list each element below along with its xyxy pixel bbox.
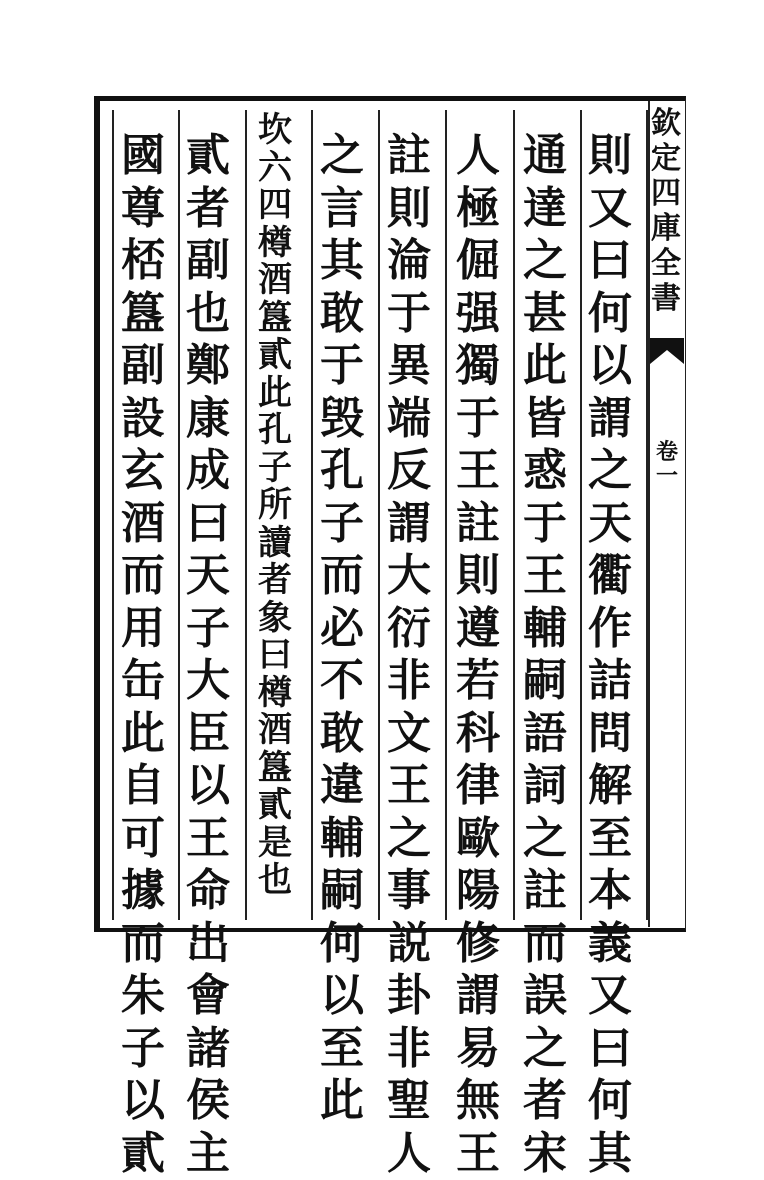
text-char: 而 xyxy=(517,918,573,971)
text-char: 詞 xyxy=(517,760,573,813)
text-char: 何 xyxy=(582,1075,638,1128)
text-char: 此 xyxy=(115,708,171,761)
text-char: 人 xyxy=(381,1128,437,1180)
text-char: 聖 xyxy=(381,1075,437,1128)
text-char: 王 xyxy=(450,445,506,498)
text-char: 玄 xyxy=(115,445,171,498)
text-char: 惑 xyxy=(517,445,573,498)
text-char: 宋 xyxy=(517,1128,573,1180)
text-char: 至 xyxy=(582,813,638,866)
text-char: 人 xyxy=(450,130,506,183)
text-char: 也 xyxy=(247,862,303,900)
text-char: 會 xyxy=(180,970,236,1023)
text-char: 于 xyxy=(450,393,506,446)
text-char: 命 xyxy=(180,865,236,918)
text-char: 極 xyxy=(450,183,506,236)
text-char: 王 xyxy=(180,813,236,866)
text-char: 嗣 xyxy=(314,865,370,918)
text-char: 語 xyxy=(517,708,573,761)
text-char: 若 xyxy=(450,655,506,708)
text-char: 端 xyxy=(381,393,437,446)
text-char: 又 xyxy=(582,970,638,1023)
column-rule xyxy=(311,110,313,920)
fishtail-mark-icon xyxy=(650,338,684,364)
text-char: 輔 xyxy=(314,813,370,866)
text-char: 酒 xyxy=(247,262,303,300)
text-char: 子 xyxy=(115,1023,171,1076)
text-char: 解 xyxy=(582,760,638,813)
text-char: 無 xyxy=(450,1075,506,1128)
text-char: 出 xyxy=(180,918,236,971)
text-char: 淪 xyxy=(381,235,437,288)
text-char: 獨 xyxy=(450,340,506,393)
text-char: 之 xyxy=(582,445,638,498)
text-char: 輔 xyxy=(517,603,573,656)
margin-title-char: 四 xyxy=(651,176,681,211)
text-char: 何 xyxy=(314,918,370,971)
text-char: 貳 xyxy=(247,337,303,375)
text-char: 通 xyxy=(517,130,573,183)
text-char: 其 xyxy=(314,235,370,288)
text-char: 成 xyxy=(180,445,236,498)
text-char: 此 xyxy=(517,340,573,393)
text-char: 大 xyxy=(381,550,437,603)
margin-title-char: 定 xyxy=(651,141,681,176)
text-column xyxy=(517,130,573,1180)
text-char: 律 xyxy=(450,760,506,813)
text-char: 義 xyxy=(582,918,638,971)
text-char: 曰 xyxy=(180,498,236,551)
text-char: 以 xyxy=(314,970,370,1023)
text-char: 詰 xyxy=(582,655,638,708)
text-char: 于 xyxy=(517,498,573,551)
text-char: 敢 xyxy=(314,288,370,341)
column-rule xyxy=(378,110,380,920)
text-char: 天 xyxy=(180,550,236,603)
text-char: 樽 xyxy=(247,225,303,263)
margin-title-char: 庫 xyxy=(651,211,681,246)
text-char: 問 xyxy=(582,708,638,761)
text-char: 子 xyxy=(247,450,303,488)
column-rule xyxy=(445,110,447,920)
volume-mark-char: 一 xyxy=(656,464,678,488)
text-char: 毁 xyxy=(314,393,370,446)
text-char: 象 xyxy=(247,600,303,638)
text-char: 曰 xyxy=(582,1023,638,1076)
text-char: 酒 xyxy=(115,498,171,551)
text-char: 而 xyxy=(314,550,370,603)
text-column xyxy=(180,130,236,1180)
text-char: 坎 xyxy=(247,112,303,150)
text-char: 王 xyxy=(450,1128,506,1180)
text-char: 王 xyxy=(381,760,437,813)
text-char: 又 xyxy=(582,183,638,236)
text-char: 缶 xyxy=(115,655,171,708)
text-char: 王 xyxy=(517,550,573,603)
text-char: 子 xyxy=(314,498,370,551)
text-char: 自 xyxy=(115,760,171,813)
text-char: 本 xyxy=(582,865,638,918)
text-char: 倔 xyxy=(450,235,506,288)
text-char: 卦 xyxy=(381,970,437,1023)
text-char: 所 xyxy=(247,487,303,525)
text-char: 以 xyxy=(180,760,236,813)
text-char: 陽 xyxy=(450,865,506,918)
text-char: 必 xyxy=(314,603,370,656)
text-char: 樽 xyxy=(247,675,303,713)
text-char: 四 xyxy=(247,187,303,225)
text-char: 謂 xyxy=(381,498,437,551)
text-char: 遵 xyxy=(450,603,506,656)
volume-mark xyxy=(652,440,682,488)
text-char: 非 xyxy=(381,1023,437,1076)
text-char: 謂 xyxy=(582,393,638,446)
text-char: 非 xyxy=(381,655,437,708)
text-char: 易 xyxy=(450,1023,506,1076)
text-char: 衍 xyxy=(381,603,437,656)
text-char: 註 xyxy=(381,130,437,183)
text-char: 曰 xyxy=(582,235,638,288)
text-char: 國 xyxy=(115,130,171,183)
text-char: 副 xyxy=(180,235,236,288)
text-char: 歐 xyxy=(450,813,506,866)
text-char: 據 xyxy=(115,865,171,918)
text-char: 科 xyxy=(450,708,506,761)
text-char: 侯 xyxy=(180,1075,236,1128)
text-char: 子 xyxy=(180,603,236,656)
text-column xyxy=(450,130,506,1180)
text-char: 强 xyxy=(450,288,506,341)
text-char: 註 xyxy=(450,498,506,551)
text-char: 酒 xyxy=(247,712,303,750)
text-char: 大 xyxy=(180,655,236,708)
text-char: 讀 xyxy=(247,525,303,563)
text-char: 桮 xyxy=(115,235,171,288)
text-char: 之 xyxy=(381,813,437,866)
text-char: 達 xyxy=(517,183,573,236)
text-char: 者 xyxy=(247,562,303,600)
text-char: 用 xyxy=(115,603,171,656)
text-char: 皆 xyxy=(517,393,573,446)
text-char: 是 xyxy=(247,825,303,863)
text-char: 則 xyxy=(381,183,437,236)
volume-mark-char: 卷 xyxy=(656,440,678,464)
margin-title-char: 全 xyxy=(651,246,681,281)
text-char: 之 xyxy=(517,813,573,866)
text-char: 衢 xyxy=(582,550,638,603)
text-char: 康 xyxy=(180,393,236,446)
text-char: 簋 xyxy=(115,288,171,341)
text-char: 臣 xyxy=(180,708,236,761)
text-char: 此 xyxy=(314,1075,370,1128)
text-char: 謂 xyxy=(450,970,506,1023)
text-char: 則 xyxy=(582,130,638,183)
text-char: 文 xyxy=(381,708,437,761)
text-char: 嗣 xyxy=(517,655,573,708)
text-char: 貳 xyxy=(115,1128,171,1180)
column-rule xyxy=(646,110,648,920)
text-char: 此 xyxy=(247,375,303,413)
margin-title-char: 書 xyxy=(651,281,681,316)
text-char: 説 xyxy=(381,918,437,971)
text-char: 以 xyxy=(115,1075,171,1128)
column-rule xyxy=(112,110,114,920)
text-char: 註 xyxy=(517,865,573,918)
text-char: 天 xyxy=(582,498,638,551)
text-char: 而 xyxy=(115,550,171,603)
text-char: 可 xyxy=(115,813,171,866)
text-char: 設 xyxy=(115,393,171,446)
text-char: 反 xyxy=(381,445,437,498)
text-char: 誤 xyxy=(517,970,573,1023)
text-char: 諸 xyxy=(180,1023,236,1076)
text-char: 不 xyxy=(314,655,370,708)
text-char: 至 xyxy=(314,1023,370,1076)
text-char: 尊 xyxy=(115,183,171,236)
text-char: 貳 xyxy=(247,787,303,825)
text-char: 異 xyxy=(381,340,437,393)
text-char: 于 xyxy=(314,340,370,393)
text-char: 之 xyxy=(517,235,573,288)
text-column xyxy=(381,130,437,1180)
text-char: 者 xyxy=(180,183,236,236)
text-char: 何 xyxy=(582,288,638,341)
text-char: 作 xyxy=(582,603,638,656)
text-char: 敢 xyxy=(314,708,370,761)
text-char: 之 xyxy=(517,1023,573,1076)
text-char: 簋 xyxy=(247,300,303,338)
text-char: 甚 xyxy=(517,288,573,341)
text-char: 主 xyxy=(180,1128,236,1180)
text-char: 簋 xyxy=(247,750,303,788)
text-char: 副 xyxy=(115,340,171,393)
text-column xyxy=(314,130,370,1128)
text-char: 朱 xyxy=(115,970,171,1023)
text-char: 事 xyxy=(381,865,437,918)
text-char: 修 xyxy=(450,918,506,971)
text-column xyxy=(247,112,303,900)
column-rule xyxy=(513,110,515,920)
text-char: 貳 xyxy=(180,130,236,183)
text-char: 也 xyxy=(180,288,236,341)
text-char: 其 xyxy=(582,1128,638,1180)
text-char: 而 xyxy=(115,918,171,971)
margin-title xyxy=(648,106,684,316)
text-char: 于 xyxy=(381,288,437,341)
text-char: 孔 xyxy=(247,412,303,450)
text-column xyxy=(115,130,171,1180)
margin-title-char: 欽 xyxy=(651,106,681,141)
text-char: 則 xyxy=(450,550,506,603)
text-char: 之 xyxy=(314,130,370,183)
text-char: 言 xyxy=(314,183,370,236)
text-char: 者 xyxy=(517,1075,573,1128)
text-char: 鄭 xyxy=(180,340,236,393)
text-char: 孔 xyxy=(314,445,370,498)
text-char: 六 xyxy=(247,150,303,188)
text-char: 以 xyxy=(582,340,638,393)
text-char: 違 xyxy=(314,760,370,813)
text-column xyxy=(582,130,638,1180)
text-char: 曰 xyxy=(247,637,303,675)
